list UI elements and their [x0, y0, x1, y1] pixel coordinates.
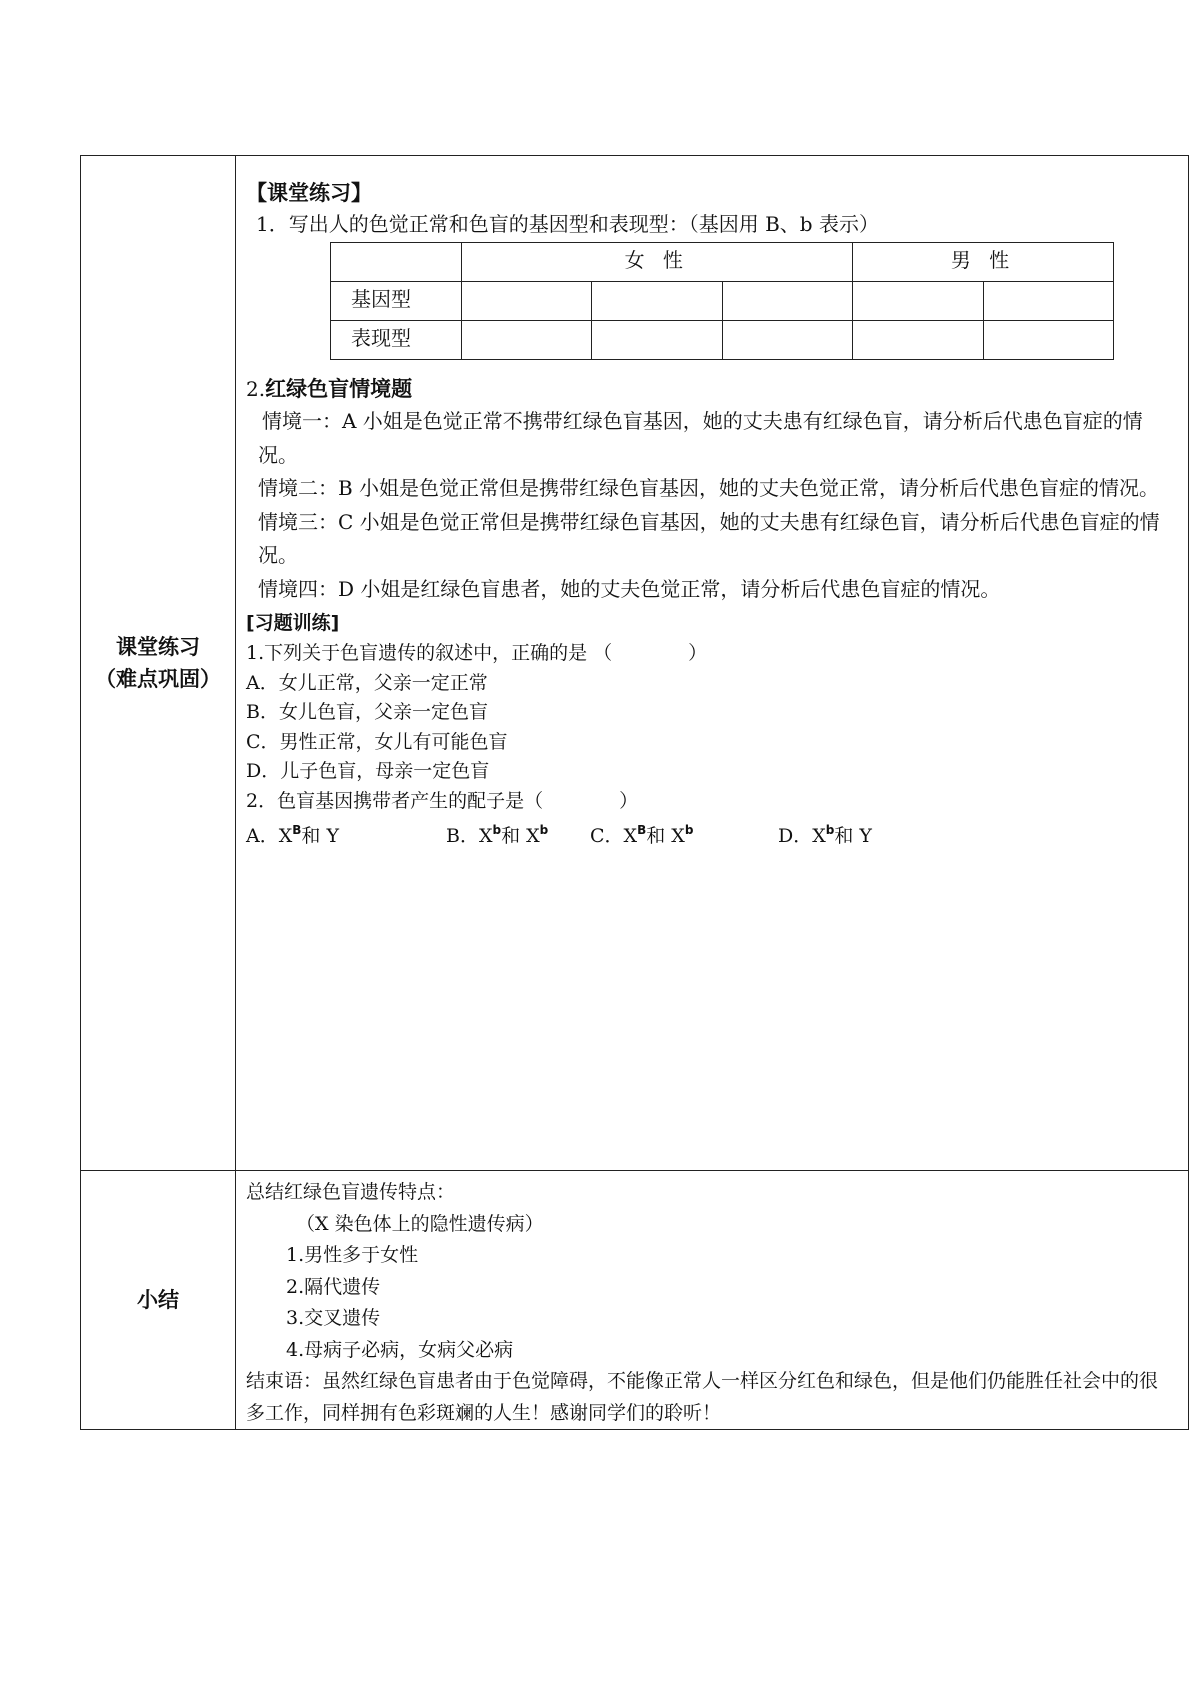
question-2-heading: 红绿色盲情境题 [265, 377, 413, 401]
genotype-table [330, 242, 1114, 360]
question-1: 1．写出人的色觉正常和色盲的基因型和表现型：（基因用 B、b 表示） [256, 212, 879, 236]
exercise-1-option-b: B．女儿色盲，父亲一定色盲 [246, 701, 488, 723]
exercise-1: 1.下列关于色盲遗传的叙述中，正确的是 （ ） [246, 642, 708, 664]
table-cell [722, 282, 853, 321]
exercise-2-option-b: B．$X^b$和 $X^b$ [446, 823, 549, 847]
scene-3: 情境三：C 小姐是色觉正常但是携带红绿色盲基因，她的丈夫患有红绿色盲，请分析后代患色盲症的情况。 [258, 509, 1160, 567]
table-cell [983, 321, 1114, 360]
exercise-2-option-c: C．$X^B$和 $X^b$ [590, 823, 694, 847]
practice-label-line1: 课堂练习 [116, 635, 200, 659]
summary-point-2: 2.隔代遗传 [286, 1275, 381, 1298]
question-2-number: 2. [246, 377, 266, 401]
table-cell [461, 321, 592, 360]
summary-point-3: 3.交叉遗传 [286, 1307, 381, 1329]
scene-2: 情境二：B 小姐是色觉正常但是携带红绿色盲基因，她的丈夫色觉正常，请分析后代患色盲症的情况。 [258, 476, 1160, 500]
table-cell [461, 282, 592, 321]
practice-label-line2: （难点巩固） [95, 667, 221, 691]
male-header: 男 性 [853, 243, 1114, 282]
table-corner [331, 243, 462, 282]
question-2-title [246, 374, 1174, 405]
exercise-heading: [习题训练] [246, 612, 340, 634]
exercise-2: 2．色盲基因携带者产生的配子是（ ） [246, 789, 639, 812]
summary-label-cell [81, 1171, 236, 1430]
female-header: 女 性 [461, 243, 853, 282]
summary-content-cell [236, 1171, 1189, 1430]
lesson-table [80, 155, 1189, 1430]
table-cell [853, 282, 984, 321]
summary-point-4: 4.母病子必病，女病父必病 [286, 1338, 514, 1361]
scene-4: 情境四：D 小姐是红绿色盲患者，她的丈夫色觉正常，请分析后代患色盲症的情况。 [258, 576, 1001, 601]
exercise-1-option-a: A．女儿正常，父亲一定正常 [246, 671, 488, 694]
table-cell [592, 282, 723, 321]
exercise-1-option-d: D．儿子色盲，母亲一定色盲 [246, 760, 490, 782]
summary-point-1: 1.男性多于女性 [286, 1244, 419, 1266]
practice-label-cell [81, 156, 236, 1171]
exercise-1-option-c: C．男性正常，女儿有可能色盲 [246, 730, 508, 753]
exercise-2-option-a: A．$X^B$和 Y [246, 823, 339, 847]
table-cell [983, 282, 1114, 321]
summary-line-1: 总结红绿色盲遗传特点： [246, 1181, 456, 1203]
summary-line-2: （X 染色体上的隐性遗传病） [296, 1212, 544, 1235]
table-cell [722, 321, 853, 360]
exercise-2-options [246, 816, 1174, 852]
genotype-row-label: 基因型 [331, 282, 462, 321]
practice-content-cell [236, 156, 1189, 1171]
table-cell [853, 321, 984, 360]
phenotype-row-label: 表现型 [331, 321, 462, 360]
practice-heading: 【课堂练习】 [246, 181, 372, 205]
table-cell [592, 321, 723, 360]
exercise-2-option-d: D．$X^b$和 Y [778, 823, 872, 847]
summary-label: 小结 [137, 1288, 179, 1312]
summary-closing: 结束语：虽然红绿色盲患者由于色觉障碍，不能像正常人一样区分红色和绿色，但是他们仍能胜任社会中的很多工作，同样拥有色彩斑斓的人生！感谢同学们的聆听！ [246, 1370, 1159, 1424]
scene-1: 情境一：A 小姐是色觉正常不携带红绿色盲基因，她的丈夫患有红绿色盲，请分析后代患色盲症的情况。 [258, 409, 1143, 467]
